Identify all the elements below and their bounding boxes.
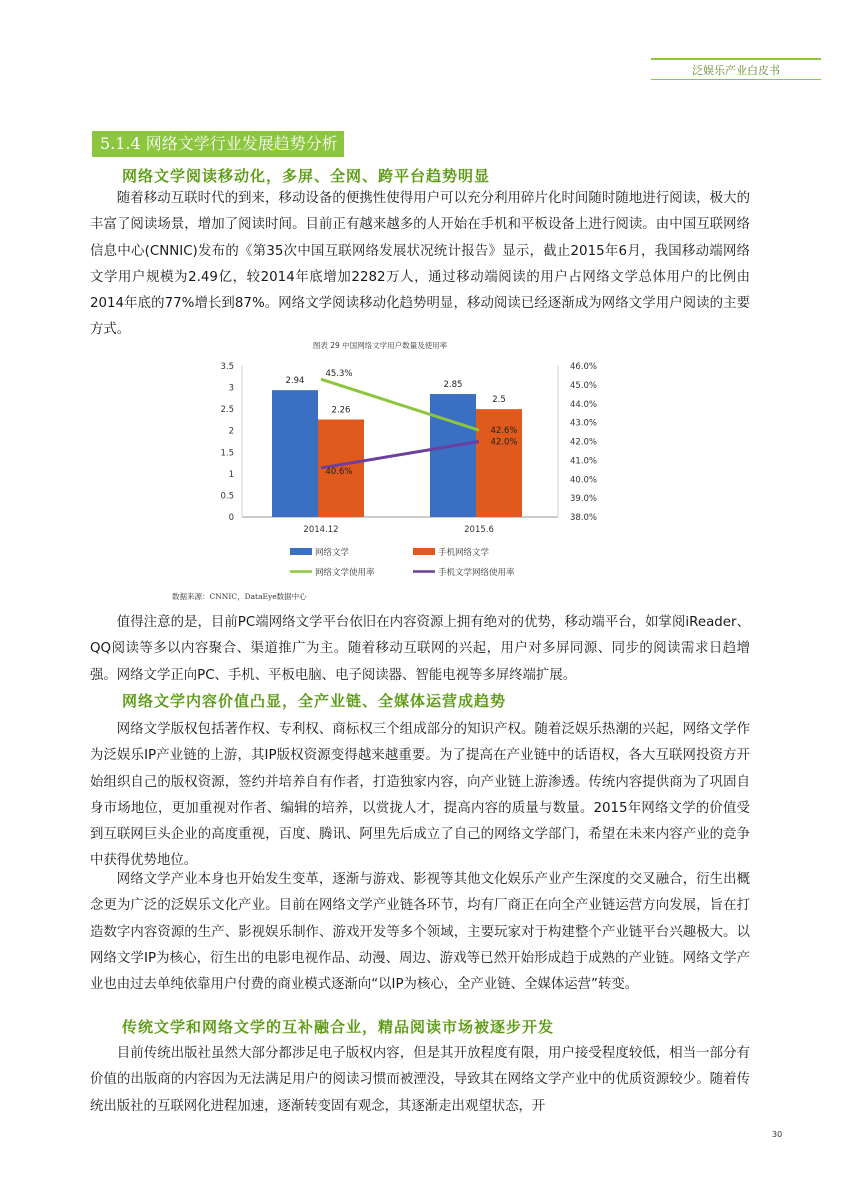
y2-tick-label: 39.0%	[570, 494, 598, 505]
legend-label: 网络文学	[315, 548, 350, 558]
y2-tick-label: 41.0%	[570, 456, 598, 467]
y-tick-label: 2	[228, 426, 234, 437]
x-tick-label: 2014.12	[303, 525, 339, 535]
y-tick-label: 1	[228, 469, 234, 480]
y-tick-label: 2.5	[220, 405, 234, 416]
line-data-label: 45.3%	[325, 369, 353, 380]
bar-online-literature	[430, 394, 476, 517]
legend-label: 手机网络文学	[438, 548, 490, 558]
y2-tick-label: 40.0%	[570, 475, 598, 486]
y-tick-label: 1.5	[220, 448, 234, 459]
bar-data-label: 2.94	[285, 376, 305, 387]
bar-data-label: 2.26	[331, 405, 351, 416]
paragraph-4: 网络文学产业本身也开始发生变革，逐渐与游戏、影视等其他文化娱乐产业产生深度的交叉融合，衍生出概念更为广泛的泛娱乐文化产业。目前在网络文学产业链各环节，均有厂商正在向全产业链运营方向发展，旨在打造数字内容资源的生产、影视娱乐制作、游戏开发等多个领域，主要玩家对于构建整个产业链平台兴趣极大。以网络文学IP为核心，衍生出的电影电视作品、动漫、周边、游戏等已然开始形成趋于成熟的产业链。网络文学产业也由过去单纯依靠用户付费的商业模式逐渐向“以IP为核心，全产业链、全媒体运营”转变。	[90, 872, 750, 993]
source-note: 数据来源：CNNIC，DataEye数据中心	[172, 592, 307, 601]
y2-tick-label: 46.0%	[570, 362, 598, 372]
header-rule-top	[651, 58, 821, 60]
subheading-3: 传统文学和网络文学的互补融合业，精品阅读市场被逐步开发	[122, 1018, 555, 1036]
y2-tick-label: 43.0%	[570, 418, 598, 429]
y2-tick-label: 42.0%	[570, 437, 598, 448]
subheading-1: 网络文学阅读移动化，多屏、全网、跨平台趋势明显	[122, 167, 491, 185]
y2-tick-label: 45.0%	[570, 380, 598, 391]
line-data-label: 40.6%	[325, 466, 353, 477]
legend-swatch	[290, 548, 312, 555]
chart-svg	[170, 336, 610, 586]
y2-tick-label: 44.0%	[570, 399, 598, 410]
header-title: 泛娱乐产业白皮书	[692, 64, 780, 77]
paragraph-1: 随着移动互联时代的到来，移动设备的便携性使得用户可以充分利用碎片化时间随时随地进行阅读，极大的丰富了阅读场景，增加了阅读时间。目前正有越来越多的人开始在手机和平板设备上进行阅读。由中国互联网络信息中心(CNNIC)发布的《第35次中国互联网络发展状况统计报告》显示，截止2015年6月，我国移动端网络文学用户规模为2.49亿，较2014年底增加2282万人，通过移动端阅读的用户占网络文学总体用户的比例由2014年底的77%增长到87%。网络文学阅读移动化趋势明显，移动阅读已经逐渐成为网络文学用户阅读的主要方式。	[90, 191, 750, 338]
paragraph-3: 网络文学版权包括著作权、专利权、商标权三个组成部分的知识产权。随着泛娱乐热潮的兴起，网络文学作为泛娱乐IP产业链的上游，其IP版权资源变得越来越重要。为了提高在产业链中的话语权，各大互联网投资方开始组织自己的版权资源，签约并培养自有作者，打造独家内容，向产业链上游渗透。传统内容提供商为了巩固自身市场地位，更加重视对作者、编辑的培养，以赏拢人才，提高内容的质量与数量。2015年网络文学的价值受到互联网巨头企业的高度重视，百度、腾讯、阿里先后成立了自己的网络文学部门，希望在未来内容产业的竞争中获得优势地位。	[90, 722, 750, 869]
legend-swatch	[413, 548, 435, 555]
x-tick-label: 2015.6	[464, 525, 494, 535]
y-tick-label: 0.5	[220, 491, 234, 502]
page-number: 30	[772, 1130, 783, 1139]
paragraph-5: 目前传统出版社虽然大部分都涉足电子版权内容，但是其开放程度有限，用户接受程度较低，相当一部分有价值的出版商的内容因为无法满足用户的阅读习惯而被湮没，导致其在网络文学产业中的优质资源较少。随着传统出版社的互联网化进程加速，逐渐转变固有观念，其逐渐走出观望状态，开	[90, 1046, 750, 1114]
legend-label: 手机文学网络使用率	[438, 568, 515, 578]
bar-data-label: 2.5	[492, 395, 506, 406]
header-rule-bottom	[651, 79, 821, 80]
section-title: 5.1.4 网络文学行业发展趋势分析	[92, 131, 344, 157]
bar-data-label: 2.85	[443, 380, 463, 391]
y-tick-label: 3	[228, 383, 234, 394]
bar-online-literature	[272, 390, 318, 517]
subheading-2: 网络文学内容价值凸显，全产业链、全媒体运营成趋势	[122, 692, 507, 710]
chart	[170, 336, 610, 586]
line-data-label: 42.0%	[490, 437, 518, 448]
y-tick-label: 0	[228, 513, 234, 523]
line-data-label: 42.6%	[490, 426, 518, 437]
paragraph-2: 值得注意的是，目前PC端网络文学平台依旧在内容资源上拥有绝对的优势，移动端平台，如掌阅iReader、QQ阅读等多以内容聚合、渠道推广为主。随着移动互联网的兴起，用户对多屏同源、同步的阅读需求日趋增强。网络文学正向PC、手机、平板电脑、电子阅读器、智能电视等多屏终端扩展。	[90, 615, 750, 683]
legend-label: 网络文学使用率	[315, 568, 375, 578]
y2-tick-label: 38.0%	[570, 513, 598, 523]
y-tick-label: 3.5	[220, 362, 234, 372]
chart-title: 图表 29 中国网络文学用户数量及使用率	[312, 341, 448, 350]
